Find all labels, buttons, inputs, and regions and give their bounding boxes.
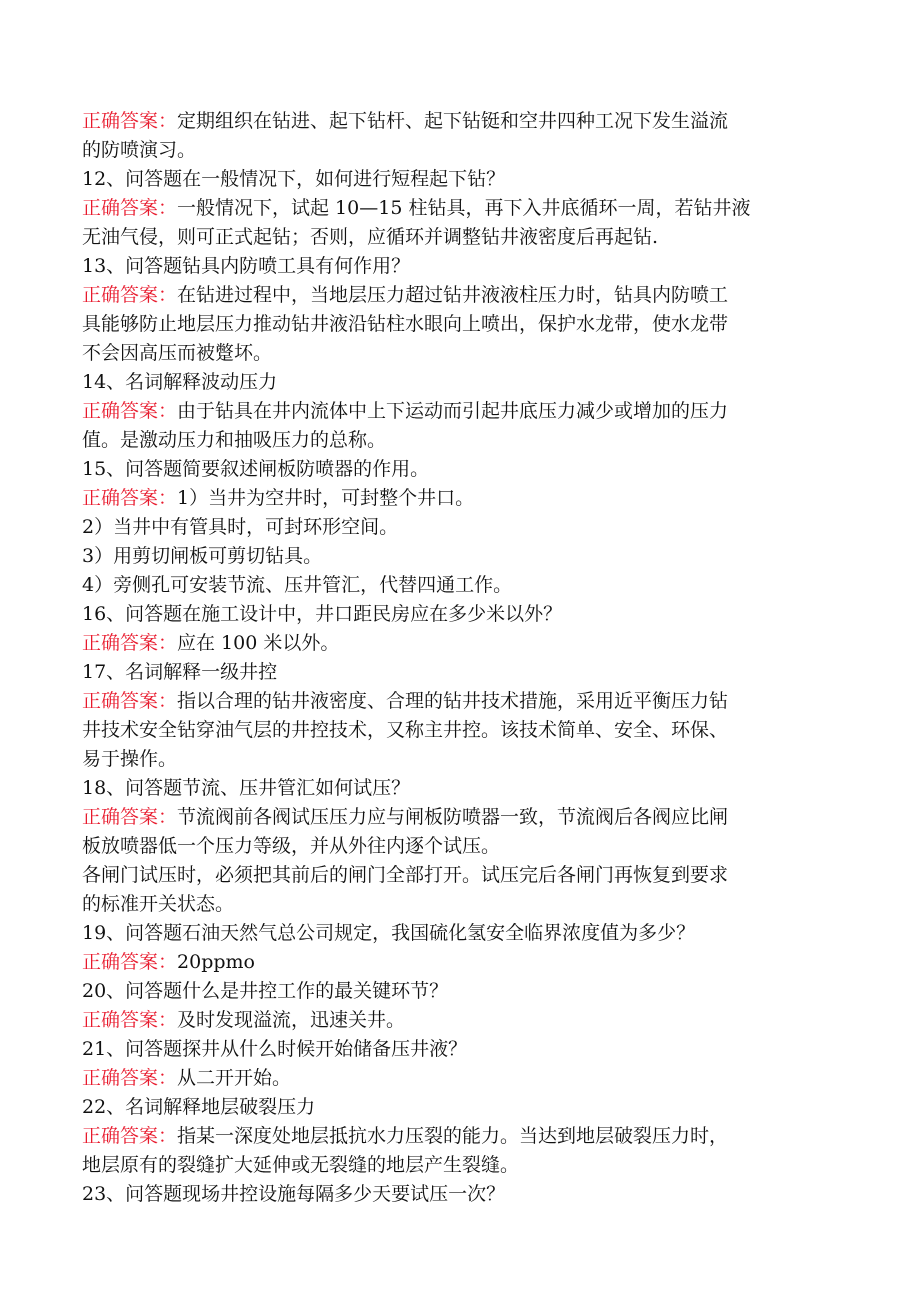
- answer-line: [82, 107, 842, 136]
- answer-label: 正确答案：: [82, 690, 178, 712]
- text-line: [82, 774, 842, 803]
- line-text: 值。是激动压力和抽吸压力的总称。: [82, 429, 387, 451]
- text-line: [82, 426, 842, 455]
- text-line: [82, 136, 842, 165]
- line-text: 20、问答题什么是井控工作的最关键环节？: [82, 980, 449, 1002]
- text-line: [82, 1093, 842, 1122]
- line-text: 13、问答题钻具内防喷工具有何作用？: [82, 255, 411, 277]
- line-text: 不会因高压而被蹩坏。: [82, 342, 273, 364]
- text-line: [82, 861, 842, 890]
- line-text: 21、问答题探井从什么时候开始储备压井液？: [82, 1038, 468, 1060]
- answer-label: 正确答案：: [82, 197, 178, 219]
- text-line: [82, 455, 842, 484]
- text-line: [82, 339, 842, 368]
- line-text: 无油气侵，则可正式起钻；否则，应循环并调整钻井液密度后再起钻.: [82, 226, 659, 248]
- text-line: [82, 252, 842, 281]
- answer-text: 及时发现溢流，迅速关井。: [177, 1009, 406, 1031]
- line-text: 12、问答题在一般情况下，如何进行短程起下钻？: [82, 168, 506, 190]
- answer-text: 应在 100 米以外。: [177, 632, 340, 654]
- answer-label: 正确答案：: [82, 400, 178, 422]
- text-line: [82, 223, 842, 252]
- line-text: 井技术安全钻穿油气层的井控技术，又称主井控。该技术简单、安全、环保、: [82, 719, 729, 741]
- answer-text: 一般情况下，试起 10—15 柱钻具，再下入井底循环一周，若钻井液: [177, 197, 751, 219]
- answer-line: [82, 194, 842, 223]
- answer-line: [82, 397, 842, 426]
- line-text: 14、名词解释波动压力: [82, 371, 278, 393]
- line-text: 板放喷器低一个压力等级，并从外往内逐个试压。: [82, 835, 501, 857]
- answer-label: 正确答案：: [82, 806, 178, 828]
- answer-text: 1）当井为空井时，可封整个井口。: [177, 487, 475, 509]
- document-page: [82, 107, 842, 1209]
- answer-label: 正确答案：: [82, 1125, 178, 1147]
- line-text: 的标准开关状态。: [82, 893, 235, 915]
- text-line: [82, 832, 842, 861]
- text-line: [82, 1035, 842, 1064]
- text-line: [82, 513, 842, 542]
- line-text: 3）用剪切闸板可剪切钻具。: [82, 545, 323, 567]
- line-text: 具能够防止地层压力推动钻井液沿钻柱水眼向上喷出，保护水龙带，使水龙带: [82, 313, 729, 335]
- answer-line: [82, 803, 842, 832]
- line-text: 易于操作。: [82, 748, 178, 770]
- line-text: 15、问答题简要叙述闸板防喷器的作用。: [82, 458, 430, 480]
- text-line: [82, 977, 842, 1006]
- answer-line: [82, 281, 842, 310]
- text-line: [82, 542, 842, 571]
- answer-text: 定期组织在钻进、起下钻杆、起下钻铤和空井四种工况下发生溢流: [177, 110, 729, 132]
- line-text: 2）当井中有管具时，可封环形空间。: [82, 516, 399, 538]
- text-line: [82, 310, 842, 339]
- answer-label: 正确答案：: [82, 487, 178, 509]
- line-text: 17、名词解释一级井控: [82, 661, 278, 683]
- text-line: [82, 745, 842, 774]
- text-line: [82, 1180, 842, 1209]
- text-line: [82, 600, 842, 629]
- line-text: 地层原有的裂缝扩大延伸或无裂缝的地层产生裂缝。: [82, 1154, 520, 1176]
- answer-line: [82, 687, 842, 716]
- answer-text: 20ppmo: [177, 951, 255, 973]
- answer-line: [82, 629, 842, 658]
- text-line: [82, 1151, 842, 1180]
- text-line: [82, 368, 842, 397]
- line-text: 的防喷演习。: [82, 139, 197, 161]
- answer-label: 正确答案：: [82, 1009, 178, 1031]
- answer-label: 正确答案：: [82, 632, 178, 654]
- answer-text: 由于钻具在井内流体中上下运动而引起井底压力减少或增加的压力: [177, 400, 729, 422]
- answer-line: [82, 1064, 842, 1093]
- answer-label: 正确答案：: [82, 1067, 178, 1089]
- line-text: 4）旁侧孔可安装节流、压井管汇，代替四通工作。: [82, 574, 513, 596]
- answer-line: [82, 484, 842, 513]
- text-line: [82, 165, 842, 194]
- answer-text: 指以合理的钻井液密度、合理的钻井技术措施，采用近平衡压力钻: [177, 690, 729, 712]
- answer-label: 正确答案：: [82, 110, 178, 132]
- answer-line: [82, 948, 842, 977]
- text-line: [82, 716, 842, 745]
- text-line: [82, 658, 842, 687]
- line-text: 22、名词解释地层破裂压力: [82, 1096, 316, 1118]
- answer-text: 节流阀前各阀试压压力应与闸板防喷器一致，节流阀后各阀应比闸: [177, 806, 729, 828]
- answer-label: 正确答案：: [82, 284, 178, 306]
- answer-line: [82, 1122, 842, 1151]
- text-line: [82, 919, 842, 948]
- answer-label: 正确答案：: [82, 951, 178, 973]
- line-text: 各闸门试压时，必须把其前后的闸门全部打开。试压完后各闸门再恢复到要求: [82, 864, 729, 886]
- answer-text: 在钻进过程中，当地层压力超过钻井液液柱压力时，钻具内防喷工: [177, 284, 729, 306]
- line-text: 18、问答题节流、压井管汇如何试压？: [82, 777, 411, 799]
- line-text: 19、问答题石油天然气总公司规定，我国硫化氢安全临界浓度值为多少？: [82, 922, 696, 944]
- text-line: [82, 571, 842, 600]
- line-text: 16、问答题在施工设计中，井口距民房应在多少米以外？: [82, 603, 563, 625]
- text-line: [82, 890, 842, 919]
- line-text: 23、问答题现场井控设施每隔多少天要试压一次？: [82, 1183, 506, 1205]
- answer-text: 从二开开始。: [177, 1067, 292, 1089]
- answer-text: 指某一深度处地层抵抗水力压裂的能力。当达到地层破裂压力时，: [177, 1125, 729, 1147]
- answer-line: [82, 1006, 842, 1035]
